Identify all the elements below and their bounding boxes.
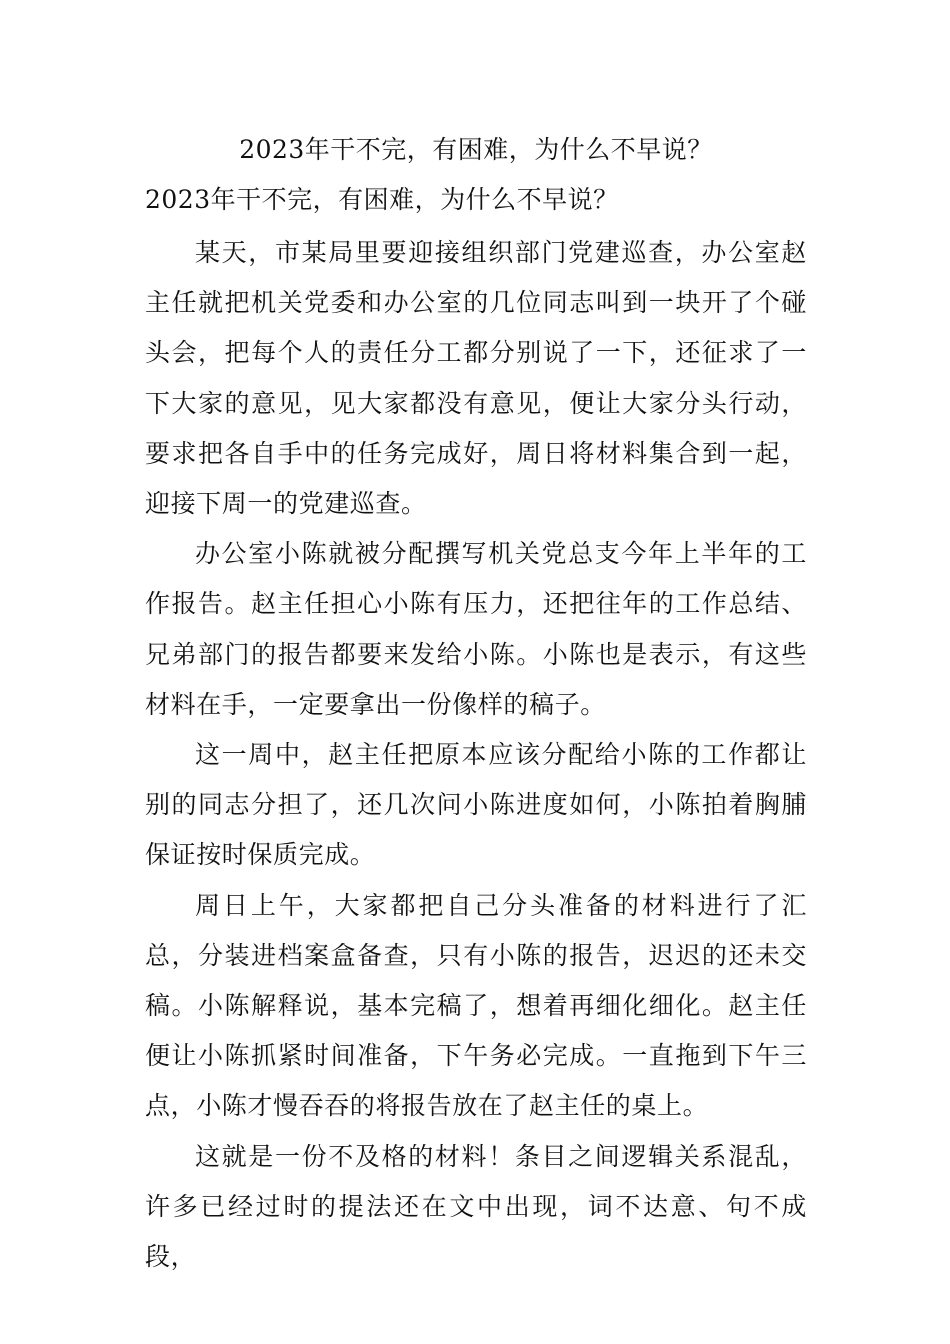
document-subtitle: 2023年干不完，有困难，为什么不早说？ xyxy=(145,185,619,214)
paragraph-3: 这一周中，赵主任把原本应该分配给小陈的工作都让别的同志分担了，还几次问小陈进度如何，小陈拍着胸脯保证按时保质完成。 xyxy=(145,740,807,870)
document-title: 2023年干不完，有困难，为什么不早说？ xyxy=(239,135,713,164)
paragraph-1: 某天，市某局里要迎接组织部门党建巡查，办公室赵主任就把机关党委和办公室的几位同志叫到一块开了个碰头会，把每个人的责任分工都分别说了一下，还征求了一下大家的意见，见大家都没有意见，便让大家分头行动，要求把各自手中的任务完成好，周日将材料集合到一起，迎接下周一的党建巡查。 xyxy=(145,238,807,519)
paragraph-5: 这就是一份不及格的材料！条目之间逻辑关系混乱，许多已经过时的提法还在文中出现，词不达意、句不成段， xyxy=(145,1141,807,1272)
paragraph-2: 办公室小陈就被分配撰写机关党总支今年上半年的工作报告。赵主任担心小陈有压力，还把往年的工作总结、兄弟部门的报告都要来发给小陈。小陈也是表示，有这些材料在手，一定要拿出一份像样的稿子。 xyxy=(145,539,807,719)
document-body xyxy=(145,128,807,1282)
paragraph-4: 周日上午，大家都把自己分头准备的材料进行了汇总，分装进档案盒备查，只有小陈的报告，迟迟的还未交稿。小陈解释说，基本完稿了，想着再细化细化。赵主任便让小陈抓紧时间准备，下午务必完成。一直拖到下午三点，小陈才慢吞吞的将报告放在了赵主任的桌上。 xyxy=(145,890,807,1121)
